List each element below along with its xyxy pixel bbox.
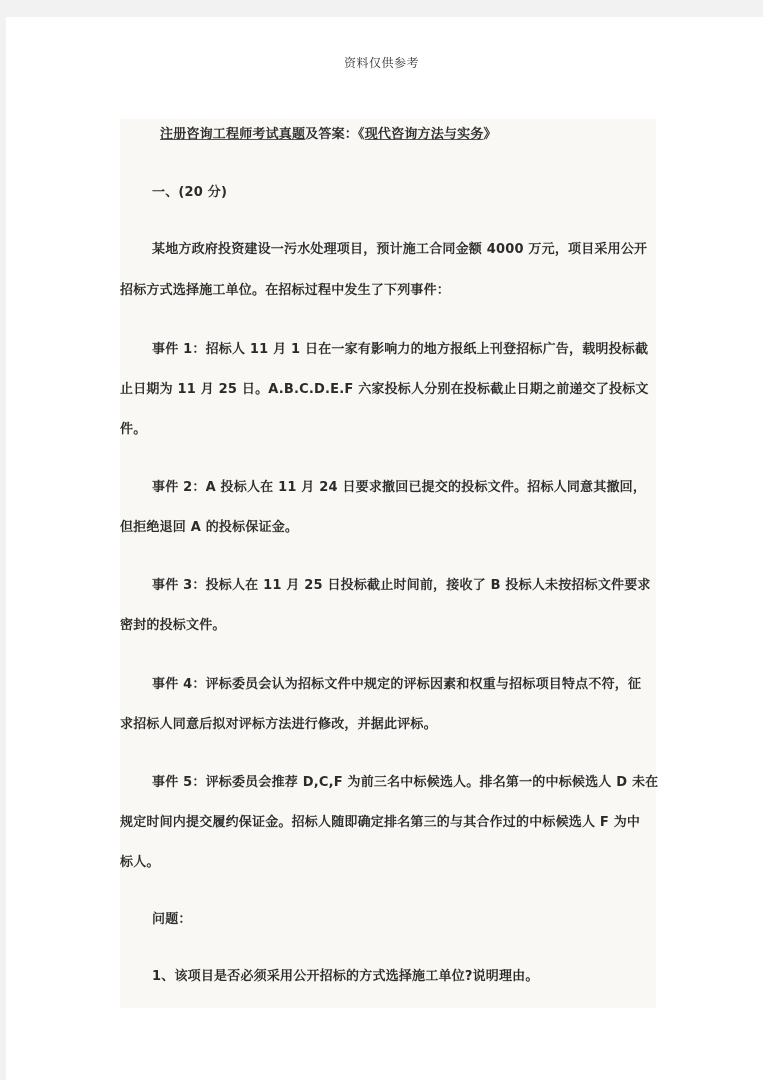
event-4-line-1: 事件 4：评标委员会认为招标文件中规定的评标因素和权重与招标项目特点不符，征 — [152, 677, 642, 692]
event-2-line-2: 但拒绝退回 A 的投标保证金。 — [120, 520, 299, 535]
event-1-line-1: 事件 1：招标人 11 月 1 日在一家有影响力的地方报纸上刊登招标广告，载明投标截 — [152, 342, 649, 357]
section-heading: 一、(20 分) — [152, 185, 228, 200]
intro-line-1: 某地方政府投资建设一污水处理项目，预计施工合同金额 4000 万元，项目采用公开 — [152, 242, 648, 257]
intro-line-2: 招标方式选择施工单位。在招标过程中发生了下列事件： — [120, 283, 451, 298]
title-part-1: 注册咨询工程师考试真题 — [160, 127, 306, 142]
event-2-line-1: 事件 2：A 投标人在 11 月 24 日要求撤回已提交的投标文件。招标人同意其撤回， — [152, 480, 647, 495]
title-part-2: 及答案：《 — [305, 127, 365, 142]
event-5-line-3: 标人。 — [120, 855, 160, 870]
header-note: 资料仅供参考 — [343, 56, 419, 70]
document-content — [120, 119, 659, 1008]
event-1-line-3: 件。 — [120, 422, 147, 437]
event-4-line-2: 求招标人同意后拟对评标方法进行修改，并据此评标。 — [120, 717, 437, 732]
title-part-4: 》 — [483, 127, 497, 142]
question-1: 1、该项目是否必须采用公开招标的方式选择施工单位?说明理由。 — [152, 969, 539, 984]
event-5-line-1: 事件 5：评标委员会推荐 D,C,F 为前三名中标候选人。排名第一的中标候选人 D 未在 — [152, 775, 659, 790]
questions-label: 问题： — [152, 912, 192, 927]
title-part-3: 现代咨询方法与实务 — [364, 127, 484, 142]
event-3-line-1: 事件 3：投标人在 11 月 25 日投标截止时间前，接收了 B 投标人未按招标文件要求 — [152, 578, 651, 593]
document-title — [160, 123, 497, 142]
event-3-line-2: 密封的投标文件。 — [120, 618, 226, 633]
event-1-line-2: 止日期为 11 月 25 日。A.B.C.D.E.F 六家投标人分别在投标截止日期之前递交了投标文 — [120, 382, 649, 397]
event-5-line-2: 规定时间内提交履约保证金。招标人随即确定排名第三的与其合作过的中标候选人 F 为中 — [120, 815, 641, 830]
